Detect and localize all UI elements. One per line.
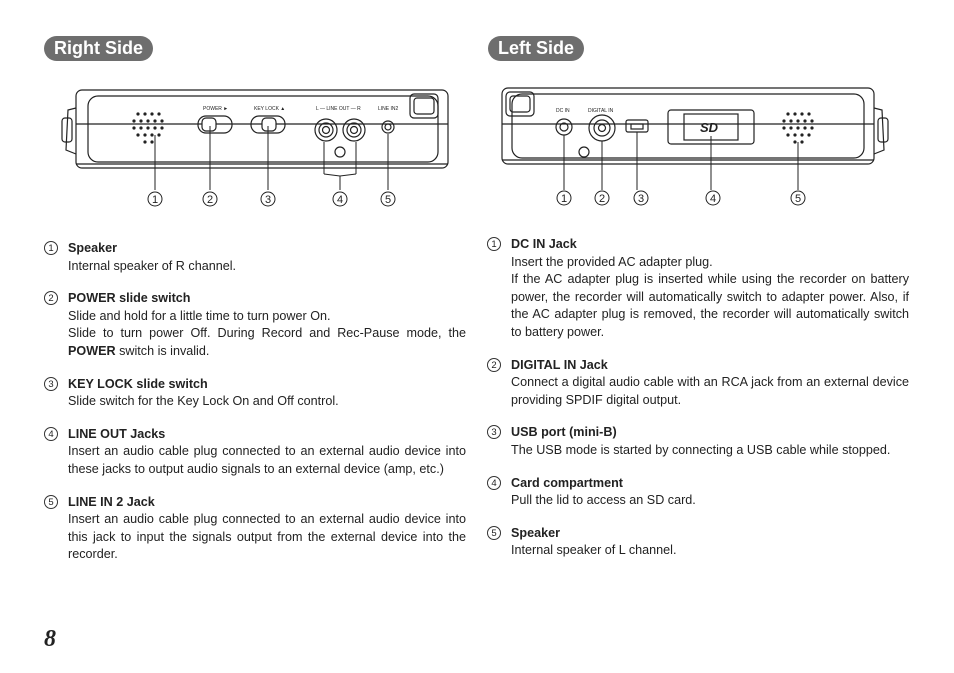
left-side-descriptions <box>487 236 909 560</box>
left-item-speaker <box>487 525 909 560</box>
item-title: DIGITAL IN Jack <box>511 357 608 372</box>
item-body: Insert an audio cable plug connected to an external audio device into this jack to input the signals output from the external device into the recorder. <box>68 512 466 562</box>
item-number: 4 <box>487 476 501 490</box>
right-side-descriptions <box>44 240 466 564</box>
left-callout-2: 2 <box>598 193 606 205</box>
keylock-label: KEY LOCK ▲ <box>254 106 286 112</box>
right-item-speaker <box>44 240 466 275</box>
item-number: 5 <box>487 526 501 540</box>
item-body: Internal speaker of R channel. <box>68 258 237 273</box>
item-title: Speaker <box>68 241 118 255</box>
right-item-lineout-jacks <box>44 426 466 479</box>
right-callout-1: 1 <box>151 194 159 206</box>
right-callout-4: 4 <box>336 194 344 206</box>
right-callout-2: 2 <box>206 194 214 206</box>
dcin-label: DC IN <box>556 108 570 114</box>
item-body: Connect a digital audio cable with an RCA jack from an external device providing SPDIF digital output. <box>511 375 909 407</box>
right-side-heading: Right Side <box>44 36 153 61</box>
item-number: 4 <box>44 427 58 441</box>
right-callout-5: 5 <box>384 194 392 206</box>
item-title: Speaker <box>511 525 561 540</box>
item-title: POWER slide switch <box>68 291 191 306</box>
item-number: 5 <box>44 495 58 509</box>
item-title: KEY LOCK slide switch <box>68 376 208 391</box>
lineout-label: L — LINE OUT — R <box>316 106 361 112</box>
item-body: Slide switch for the Key Lock On and Off control. <box>68 394 339 409</box>
item-number: 2 <box>44 291 58 305</box>
left-callout-3: 3 <box>637 193 645 205</box>
item-title: USB port (mini-B) <box>511 425 617 440</box>
item-title: DC IN Jack <box>511 237 577 251</box>
item-number: 3 <box>487 425 501 439</box>
item-title: LINE IN 2 Jack <box>68 494 155 509</box>
item-body: Insert an audio cable plug connected to an external audio device into these jacks to output audio signals to an external device (amp, etc.) <box>68 444 466 476</box>
power-label: POWER ► <box>203 106 229 112</box>
item-body: Pull the lid to access an SD card. <box>511 493 696 508</box>
digitalin-label: DIGITAL IN <box>588 108 614 114</box>
item-number: 2 <box>487 358 501 372</box>
left-item-dcin-jack <box>487 236 909 342</box>
linein2-label: LINE IN2 <box>378 106 399 112</box>
item-body: If the AC adapter plug is inserted while using the recorder on battery power, the recorder will automatically switch to adapter power. Also, if the AC adapter plug is removed, the recorder will automatically switch to battery power. <box>511 272 909 339</box>
left-callout-5: 5 <box>794 193 802 205</box>
item-body: The USB mode is started by connecting a USB cable while stopped. <box>511 442 891 457</box>
power-bold-text: POWER <box>68 343 116 358</box>
left-callout-1: 1 <box>560 193 568 205</box>
item-title: Card compartment <box>511 475 623 490</box>
sd-logo: SD <box>700 120 719 135</box>
item-number: 3 <box>44 377 58 391</box>
right-item-linein2-jack <box>44 494 466 564</box>
right-side-diagram <box>58 80 458 210</box>
item-title: LINE OUT Jacks <box>68 426 166 441</box>
right-item-power-switch <box>44 290 466 360</box>
item-number: 1 <box>44 241 58 255</box>
left-callout-4: 4 <box>709 193 717 205</box>
right-item-keylock-switch <box>44 376 466 411</box>
item-body: Insert the provided AC adapter plug. <box>511 254 713 269</box>
left-item-usb-port <box>487 424 909 459</box>
left-side-diagram <box>498 80 898 210</box>
page-number: 8 <box>44 626 56 652</box>
item-body: Slide and hold for a little time to turn power On. <box>68 308 331 323</box>
left-item-card-compartment <box>487 475 909 510</box>
item-body: Slide to turn power Off. During Record and Rec-Pause mode, the POWER switch is invalid. <box>68 326 466 358</box>
left-side-heading: Left Side <box>488 36 584 61</box>
left-item-digitalin-jack <box>487 357 909 410</box>
item-body: Internal speaker of L channel. <box>511 543 677 558</box>
right-callout-3: 3 <box>264 194 272 206</box>
item-number: 1 <box>487 237 501 251</box>
